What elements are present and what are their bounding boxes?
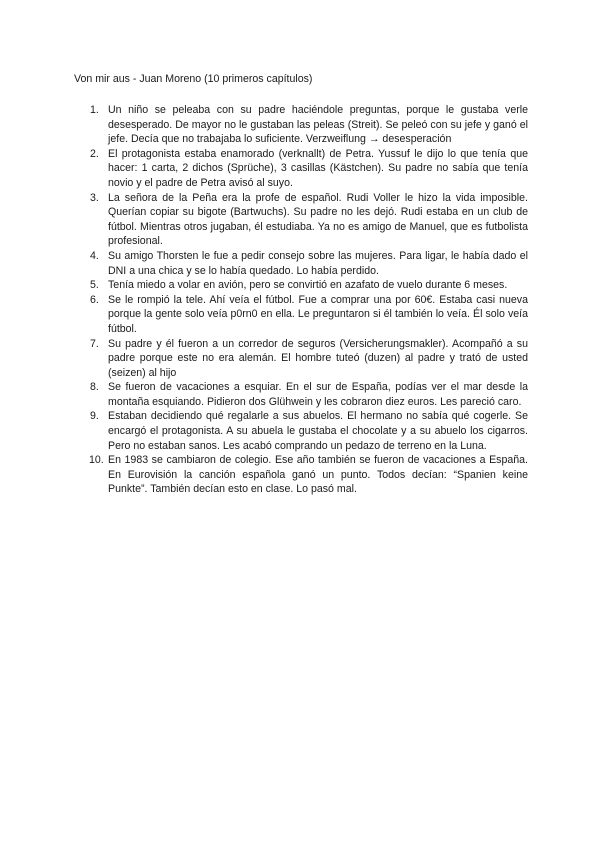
item-number: 7. — [90, 337, 99, 350]
document-title: Von mir aus - Juan Moreno (10 primeros capítulos) — [74, 73, 313, 85]
list-item — [74, 147, 528, 191]
item-number: 8. — [90, 381, 99, 394]
list-item — [74, 191, 528, 249]
item-text: Su amigo Thorsten le fue a pedir consejo sobre las mujeres. Para ligar, le había dado el DNI a una chica y se lo había quedado. Lo había perdido. — [108, 249, 528, 277]
item-number: 3. — [90, 191, 99, 204]
list-item — [74, 453, 528, 497]
item-text: Estaban decidiendo qué regalarle a sus abuelos. El hermano no sabía qué cogerle. Se encargó el protagonista. A su abuela le gustaba el chocolate y a su abuelo los cigarros. Pero no estaban sanos. Les acabó comprando un pedazo de terreno en la Luna. — [108, 410, 528, 452]
item-number: 6. — [90, 293, 99, 306]
item-text: En 1983 se cambiaron de colegio. Ese año también se fueron de vacaciones a España. En Eurovisión la canción española ganó un punto. Todos decían: “Spanien keine Punkte”. También decían esto en clase. Lo pasó mal. — [108, 454, 528, 496]
list-item — [74, 249, 528, 278]
item-text: La señora de la Peña era la profe de español. Rudi Voller le hizo la vida imposible. Querían copiar su bigote (Bartwuchs). Su padre no les dejó. Rudi estaba en un club de fútbol. Mientras otros jugaban, él estudiaba. Ya no es amigo de Manuel, que es futbolista profesional. — [108, 191, 528, 248]
item-text: Su padre y él fueron a un corredor de seguros (Versicherungsmakler). Acompañó a su padre porque este no era alemán. El hombre tuteó (duzen) al padre y trató de usted (seizen) al hijo — [108, 337, 528, 379]
item-number: 4. — [90, 249, 99, 262]
item-text: Se le rompió la tele. Ahí veía el fútbol. Fue a comprar una por 60€. Estaba casi nueva porque la gente solo veía p0rn0 en ella. Le preguntaron si él también lo veía. Él solo veía fútbol. — [108, 293, 528, 335]
list-item — [74, 337, 528, 381]
item-number: 5. — [90, 279, 99, 292]
item-text: Un niño se peleaba con su padre haciéndole preguntas, porque le gustaba verle desesperado. De mayor no le gustaban las peleas (Streit). Se peleó con su jefe y ganó el jefe. Decía que no trabajaba lo suficiente. Verzweiflung → desesperación — [108, 104, 528, 146]
list-item — [74, 278, 528, 293]
item-number: 1. — [90, 104, 99, 116]
list-item — [74, 409, 528, 453]
item-number: 9. — [90, 410, 99, 423]
item-text: Se fueron de vacaciones a esquiar. En el sur de España, podías ver el mar desde la montaña esquiando. Pidieron dos Glühwein y les cobraron diez euros. Les pareció caro. — [108, 381, 528, 408]
list-item — [74, 293, 528, 337]
item-text: Tenía miedo a volar en avión, pero se convirtió en azafato de vuelo durante 6 meses. — [108, 279, 508, 292]
item-number: 10. — [89, 454, 104, 467]
chapter-list — [74, 103, 528, 497]
list-item — [74, 103, 528, 147]
item-number: 2. — [90, 147, 99, 160]
list-item — [74, 380, 528, 409]
item-text: El protagonista estaba enamorado (verknallt) de Petra. Yussuf le dijo lo que tenía que hacer: 1 carta, 2 dichos (Sprüche), 3 casillas (Kästchen). Su padre no sabía que tenía novio y el padre de Petra avisó al suyo. — [108, 147, 528, 189]
